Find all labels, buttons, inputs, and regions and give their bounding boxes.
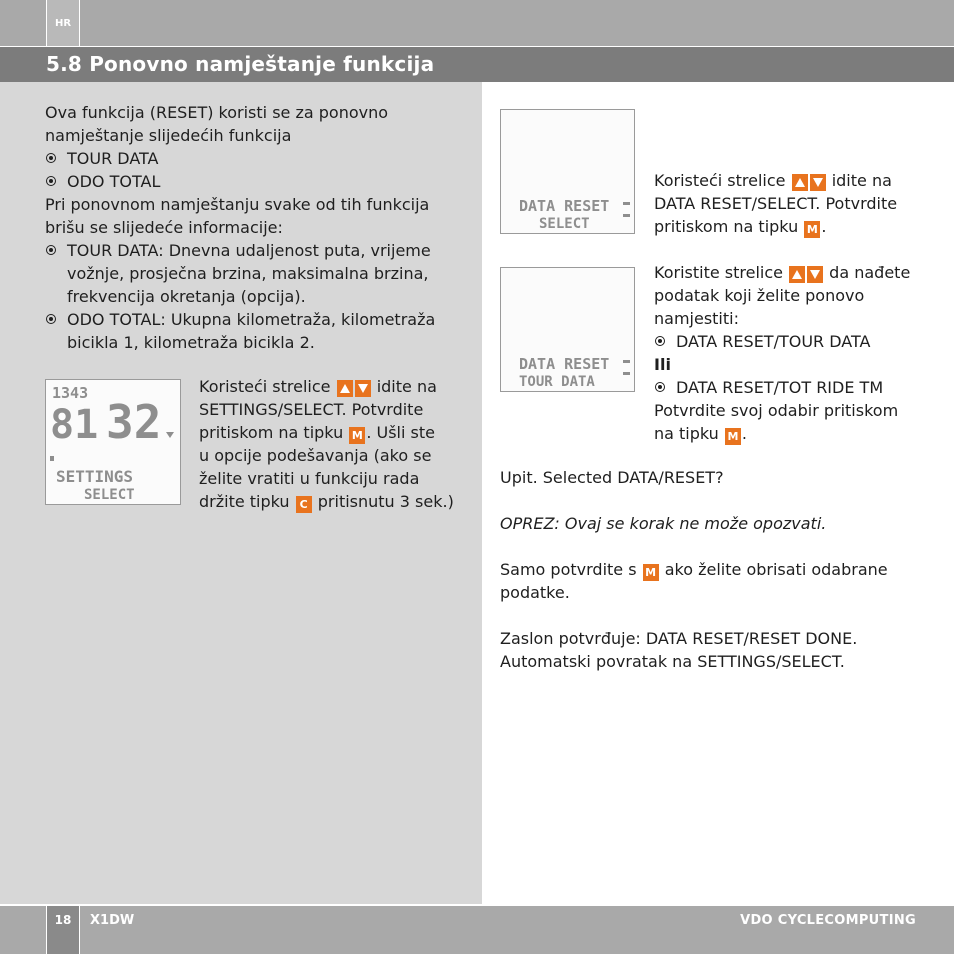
- warning-line: OPREZ: Ovaj se korak ne može opozvati.: [500, 514, 827, 533]
- footer-brand-name: VDO CYCLECOMPUTING: [740, 913, 916, 928]
- description-line: ODO TOTAL: Ukupna kilometraža, kilometraža: [67, 310, 436, 329]
- down-arrow-key-icon: [355, 380, 371, 397]
- function-list-item: ODO TOTAL: [45, 170, 465, 193]
- step-1-line: želite vratiti u funkciju rada: [199, 469, 420, 488]
- lcd-line-2: TOUR DATA: [519, 374, 595, 390]
- lcd-indicator: [623, 372, 630, 375]
- step-2-line: pritiskom na tipku M .: [654, 217, 827, 236]
- lcd-line-2: SELECT: [539, 216, 590, 232]
- step-1-line: Koristeći strelice idite na: [199, 377, 437, 396]
- top-header-band: [0, 0, 954, 46]
- lcd-line-2: SELECT: [84, 487, 135, 503]
- lcd-display-data-reset-tour-data: [500, 267, 635, 392]
- description-line: frekvencija okretanja (opcija).: [67, 287, 306, 306]
- step-1-line: pritiskom na tipku M . Ušli ste: [199, 423, 435, 442]
- step-1-instructions: [199, 375, 474, 513]
- down-arrow-key-icon: [810, 174, 826, 191]
- down-arrow-key-icon: [807, 266, 823, 283]
- lcd-small-digits: 1343: [52, 384, 89, 402]
- function-list-item: TOUR DATA: [45, 147, 465, 170]
- m-key-icon: M: [804, 221, 820, 238]
- page-number: 18: [54, 913, 72, 927]
- step-3-line: Potvrdite svoj odabir pritiskom: [654, 401, 899, 420]
- up-arrow-key-icon: [789, 266, 805, 283]
- lcd-line-1: DATA RESET: [519, 355, 610, 373]
- m-key-icon: M: [725, 428, 741, 445]
- reset-option-item: DATA RESET/TOT RIDE TM: [654, 376, 944, 399]
- description-line: vožnje, prosječna brzina, maksimalna brzina,: [67, 264, 429, 283]
- lcd-line-1: SETTINGS: [56, 467, 134, 486]
- confirm-line: Samo potvrdite s M ako želite obrisati odabrane: [500, 560, 888, 579]
- lcd-line-1: DATA RESET: [519, 197, 610, 215]
- language-label: HR: [54, 17, 72, 29]
- section-title-bar: [0, 47, 954, 82]
- description-line: bicikla 1, kilometraža bicikla 2.: [67, 333, 315, 352]
- page-number-tab: [46, 906, 80, 954]
- step-2-line: DATA RESET/SELECT. Potvrdite: [654, 194, 898, 213]
- lcd-display-data-reset-select: [500, 109, 635, 234]
- step-1-line: SETTINGS/SELECT. Potvrdite: [199, 400, 424, 419]
- language-tab: [46, 0, 80, 46]
- description-line: TOUR DATA: Dnevna udaljenost puta, vrijeme: [67, 241, 431, 260]
- lcd-indicator: [623, 360, 630, 363]
- example-line: Upit. Selected DATA/RESET?: [500, 468, 724, 487]
- intro-line: Ova funkcija (RESET) koristi se za ponovno: [45, 103, 389, 122]
- lcd-display-settings-select: [45, 379, 181, 505]
- info-line: brišu se slijedeće informacije:: [45, 218, 283, 237]
- right-bottom-text: [500, 466, 944, 673]
- m-key-icon: M: [643, 564, 659, 581]
- up-arrow-key-icon: [792, 174, 808, 191]
- section-title: 5.8 Ponovno namještanje funkcija: [46, 52, 435, 76]
- lcd-speed-right-digits: 32: [106, 395, 162, 449]
- up-arrow-key-icon: [337, 380, 353, 397]
- left-intro-text: [45, 101, 465, 354]
- step-2-instructions: [654, 169, 944, 238]
- odo-total-description: [45, 308, 465, 354]
- c-key-icon: C: [296, 496, 312, 513]
- step-3-line: namjestiti:: [654, 309, 739, 328]
- step-3-line: podatak koji želite ponovo: [654, 286, 865, 305]
- lcd-down-arrow-indicator: [166, 432, 174, 438]
- step-2-line: Koristeći strelice idite na: [654, 171, 892, 190]
- lcd-speed-left-digits: 81: [50, 402, 99, 448]
- tour-data-description: [45, 239, 465, 308]
- lcd-indicator: [50, 456, 54, 461]
- done-line: Automatski povratak na SETTINGS/SELECT.: [500, 652, 845, 671]
- intro-line: namještanje slijedećih funkcija: [45, 126, 292, 145]
- info-line: Pri ponovnom namještanju svake od tih funkcija: [45, 195, 430, 214]
- done-line: Zaslon potvrđuje: DATA RESET/RESET DONE.: [500, 629, 858, 648]
- step-1-line: držite tipku C pritisnutu 3 sek.): [199, 492, 454, 511]
- step-3-line: na tipku M .: [654, 424, 748, 443]
- lcd-indicator: [623, 202, 630, 205]
- reset-option-item: DATA RESET/TOUR DATA: [654, 330, 944, 353]
- step-3-line: Koristite strelice da nađete: [654, 263, 911, 282]
- confirm-line: podatke.: [500, 583, 570, 602]
- lcd-indicator: [623, 214, 630, 217]
- or-label: Ili: [654, 355, 671, 374]
- step-1-line: u opcije podešavanja (ako se: [199, 446, 432, 465]
- footer-model-name: X1DW: [90, 913, 135, 928]
- step-3-instructions: [654, 261, 944, 445]
- m-key-icon: M: [349, 427, 365, 444]
